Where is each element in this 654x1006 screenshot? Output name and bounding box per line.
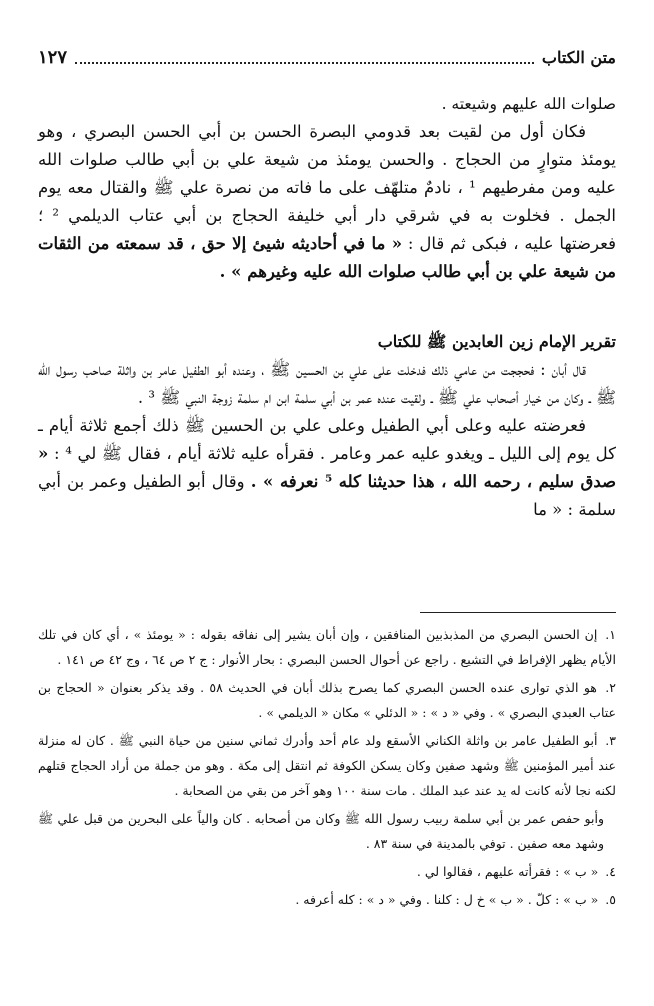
paragraph: صلوات الله عليهم وشيعته . (441, 95, 616, 113)
main-text (38, 90, 616, 524)
paragraph-text: فعرضته عليه وعلى أبي الطفيل وعلى علي بن الحسين ﷺ ذلك أجمع ثلاثة أيام ـ كل يوم إلى الليل ـ ويغدو عليه عمر وعامر . فقرأه عليه ثلاثة أيام ، فقال ﷺ لي ⁴ : (38, 416, 617, 463)
footnote-number: ٥. (605, 892, 616, 907)
running-header-title: متن الكتاب (541, 47, 616, 67)
footnote (38, 675, 616, 725)
footnote-text: « ب » : كلّ . « ب » خ ل : كلنا . وفي « د » : كله أعرفه . (295, 892, 599, 907)
footnote-text: أبو الطفيل عامر بن واثلة الكناني الأسقع ولد عام أحد وأدرك ثماني سنين من حياة النبي ﷺ . كان له منزلة عند أمير المؤمنين ﷺ وشهد صفين وكان يسكن الكوفة ثم انتقل إلى مكة . وهو من جملة من أراد الحجاج قتلهم لكنه نجا لأنه كانت له يد عند عبد الملك . مات سنة ١٠٠ وهو آخر من بقي من الصحابة . (38, 733, 616, 798)
header-dotted-leader (75, 50, 534, 64)
page-number: ١٢٧ (38, 46, 68, 68)
footnote-separator (420, 612, 616, 613)
quote: « صدق سليم ، رحمه الله ، هذا حديثنا كله ⁵ نعرفه » . (38, 444, 617, 491)
footnote-number: ١. (605, 627, 616, 642)
footnote-text: إن الحسن البصري من المذبذبين المنافقين ، وإن أبان يشير إلى نفاقه بقوله : « يومئذ » ، أي كان في تلك الأيام يظهر الإفراط في التشيع . راجع عن أحوال الحسن البصري : بحار الأنوار : ج ٢ ص ٦٤ ، وج ٤٢ ص ١٤١ . (38, 627, 616, 667)
footnote-continuation (38, 806, 616, 856)
footnote (38, 622, 616, 672)
footnote (38, 859, 616, 884)
footnote-number: ٤. (605, 864, 616, 879)
section-heading: تقرير الإمام زين العابدين ﷺ للكتاب (377, 332, 616, 351)
paragraph (38, 412, 616, 524)
paragraph: قال أبان : فحججت من عامي ذلك فدخلت على علي بن الحسين ﷺ ، وعنده أبو الطفيل عامر بن واثلة صاحب رسول الله ﷺ ـ وكان من خيار أصحاب علي ﷺ ـ ولقيت عنده عمر بن أبي سلمة ابن ام سلمة زوجة النبي ﷺ ³ . (38, 360, 616, 407)
footnote-text: وأبو حفص عمر بن أبي سلمة ربيب رسول الله ﷺ وكان من أصحابه . كان والياً على البحرين من قبل علي ﷺ وشهد معه صفين . توفي بالمدينة في سنة ٨٣ . (38, 811, 604, 851)
footnote-number: ٢. (605, 680, 616, 695)
page-header (38, 42, 616, 72)
footnote-text: « ب » : فقرأته عليهم ، فقالوا لي . (416, 864, 599, 879)
footnote-text: هو الذي توارى عنده الحسن البصري كما يصرح بذلك أبان في الحديث ٥٨ . وقد يذكر بعنوان « الحجاج بن عتاب العبدي البصري » . وفي « د » : « الدئلي » مكان « الديلمي » . (38, 680, 616, 720)
quote: « ما في أحاديثه شيئ إلا حق ، قد سمعته من الثقات من شيعة علي بن أبي طالب صلوات الله عليه وغيرهم » . (38, 234, 616, 281)
footnote (38, 887, 616, 912)
footnotes (38, 622, 616, 915)
paragraph (38, 118, 616, 286)
paragraph-text: وقال أبو الطفيل وعمر بن أبي سلمة : « ما (38, 472, 616, 519)
footnote-number: ٣. (605, 733, 616, 748)
paragraph-text: فكان أول من لقيت بعد قدومي البصرة الحسن بن أبي الحسن البصري ، وهو يومئذ متوارٍ من الحجاج . والحسن يومئذ من شيعة علي بن أبي طالب صلوات الله عليه ومن مفرطيهم ¹ ، نادمٌ متلهّف على ما فاته من نصرة علي ﷺ والقتال معه يوم الجمل . فخلوت به في شرقي دار أبي خليفة الحجاج بن أبي عتاب الديلمي ² ؛ فعرضتها عليه ، فبكى ثم قال : (38, 122, 616, 253)
footnote (38, 728, 616, 803)
